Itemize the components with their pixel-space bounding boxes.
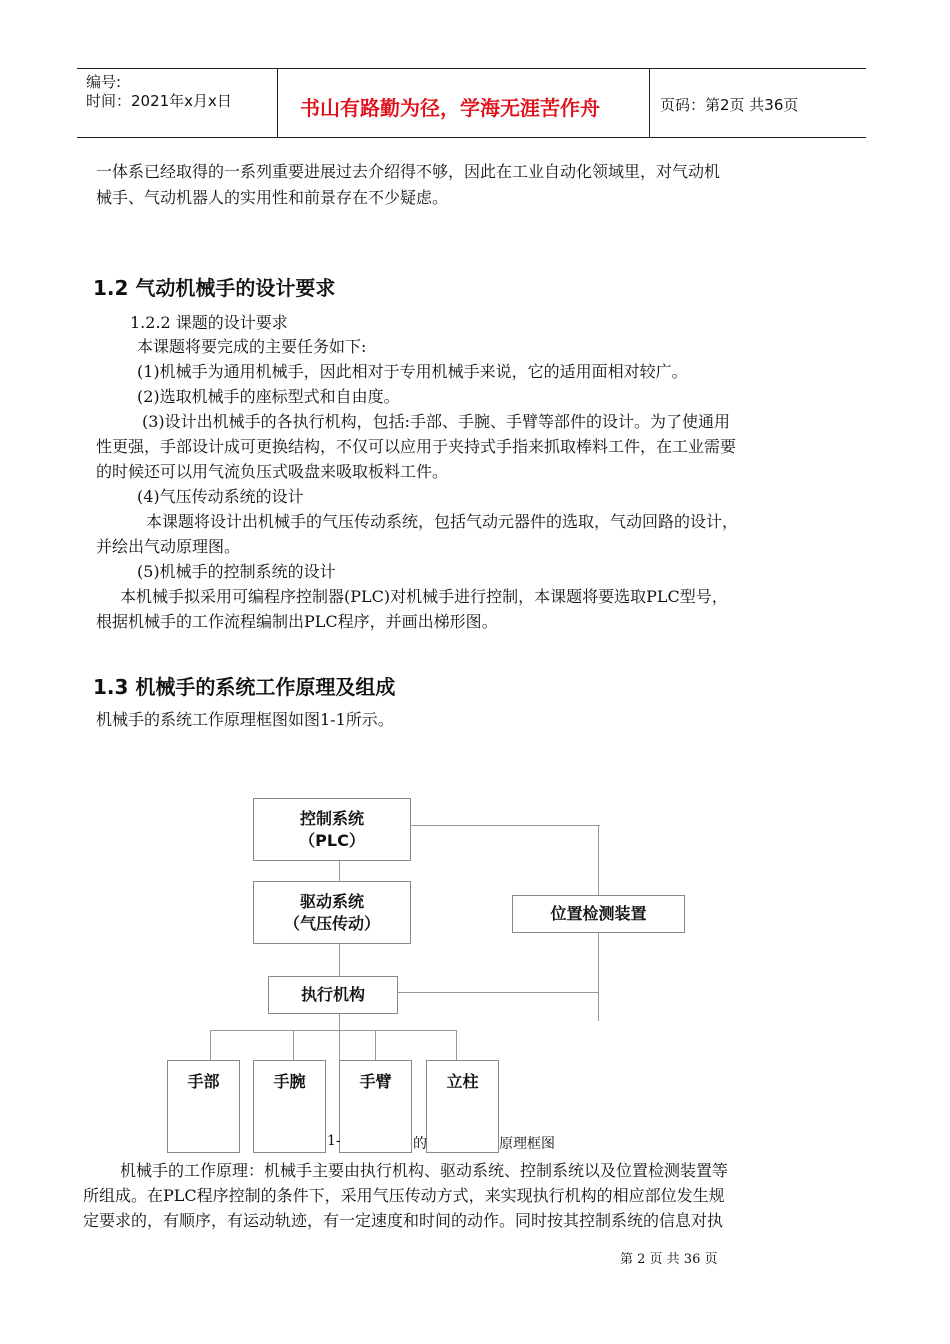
header-divider: [277, 69, 278, 137]
subsection-heading: 1.2.2 课题的设计要求: [130, 313, 288, 332]
connector-line: [456, 1030, 457, 1060]
paragraph-line: 机械手的系统工作原理框图如图1-1所示。: [96, 710, 394, 729]
box-label: （PLC）: [299, 830, 365, 850]
paragraph-line: 的时候还可以用气流负压式吸盘来吸取板料工件。: [96, 462, 449, 481]
box-label: 执行机构: [300, 985, 365, 1004]
paragraph-line: 性更强，手部设计成可更换结构，不仅可以应用于夹持式手指来抓取棒料工件，在工业需要: [96, 437, 737, 456]
paragraph-line: 并绘出气动原理图。: [96, 537, 241, 556]
figure-caption: 的: [413, 1136, 427, 1152]
arm-box: 手臂: [339, 1060, 412, 1153]
paragraph-line: 械手、气动机器人的实用性和前景存在不少疑虑。: [96, 188, 449, 207]
actuator-box: [268, 976, 398, 1014]
paragraph-line: 本课题将设计出机械手的气压传动系统，包括气动元器件的选取，气动回路的设计，: [146, 512, 739, 531]
connector-line: [375, 1030, 376, 1060]
column-box: 立柱: [426, 1060, 499, 1153]
box-label: （气压传动）: [283, 913, 380, 933]
paragraph-line: (5)机械手的控制系统的设计: [137, 562, 336, 581]
drive-system-box: [253, 881, 411, 944]
position-detection-box: [512, 895, 685, 933]
paragraph-line: (2)选取机械手的座标型式和自由度。: [137, 387, 400, 406]
hand-box: 手部: [167, 1060, 240, 1153]
document-date: 时间：2021年x月x日: [86, 92, 232, 110]
paragraph-line: 定要求的，有顺序，有运动轨迹，有一定速度和时间的动作。同时按其控制系统的信息对执: [83, 1211, 724, 1230]
header-motto: 书山有路勤为径，学海无涯苦作舟: [300, 96, 600, 120]
box-label: 控制系统: [299, 808, 364, 828]
connector-line: [210, 1030, 211, 1060]
section-heading: 1.2 气动机械手的设计要求: [93, 276, 336, 300]
section-heading: 1.3 机械手的系统工作原理及组成: [93, 675, 396, 699]
connector-line: [397, 992, 599, 993]
paragraph-line: (3)设计出机械手的各执行机构，包括:手部、手腕、手臂等部件的设计。为了使通用: [142, 412, 731, 431]
control-system-box: [253, 798, 411, 861]
connector-line: [293, 1030, 294, 1060]
connector-line: [410, 825, 600, 826]
document-number-label: 编号:: [86, 73, 122, 91]
header-divider: [649, 69, 650, 137]
paragraph-line: 一体系已经取得的一系列重要进展过去介绍得不够，因此在工业自动化领域里，对气动机: [96, 162, 721, 181]
paragraph-line: 根据机械手的工作流程编制出PLC程序，并画出梯形图。: [96, 612, 498, 631]
figure-caption: 原理框图: [499, 1136, 555, 1152]
paragraph-line: (4)气压传动系统的设计: [137, 487, 304, 506]
paragraph-line: 所组成。在PLC程序控制的条件下，采用气压传动方式，来实现执行机构的相应部位发生规: [83, 1186, 725, 1205]
figure-caption: 1-: [327, 1133, 341, 1149]
box-label: 位置检测装置: [550, 904, 647, 923]
paragraph-line: 本课题将要完成的主要任务如下:: [137, 337, 367, 356]
page-footer: 第 2 页 共 36 页: [620, 1252, 718, 1267]
paragraph-line: 机械手的工作原理：机械手主要由执行机构、驱动系统、控制系统以及位置检测装置等: [120, 1161, 729, 1180]
connector-line: [210, 1030, 457, 1031]
paragraph-line: (1)机械手为通用机械手，因此相对于专用机械手来说，它的适用面相对较广。: [137, 362, 688, 381]
wrist-box: 手腕: [253, 1060, 326, 1153]
box-label: 驱动系统: [299, 891, 364, 911]
paragraph-line: 本机械手拟采用可编程序控制器(PLC)对机械手进行控制，本课题将要选取PLC型号，: [120, 587, 728, 606]
header-page-number: 页码：第2页 共36页: [660, 96, 799, 114]
